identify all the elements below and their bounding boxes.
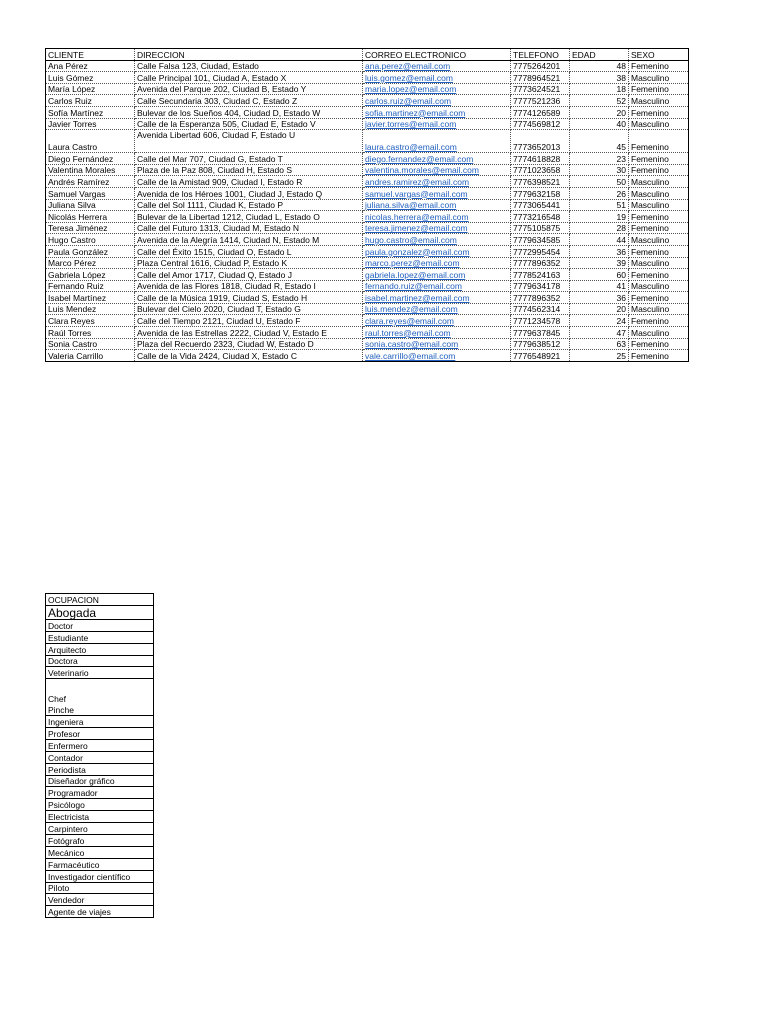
cell-correo[interactable]: hugo.castro@email.com <box>363 234 511 246</box>
cell-sexo[interactable]: Masculino <box>629 280 689 292</box>
table-row <box>46 619 154 631</box>
cell-ocupacion[interactable]: Electricista <box>46 811 154 823</box>
cell-direccion[interactable]: Avenida del Parque 202, Ciudad B, Estado Y <box>135 83 363 95</box>
cell-direccion[interactable]: Plaza del Recuerdo 2323, Ciudad W, Estado D <box>135 338 363 350</box>
table-row <box>46 799 154 811</box>
cell-direccion[interactable]: Bulevar del Cielo 2020, Ciudad T, Estado G <box>135 303 363 315</box>
cell-telefono[interactable]: 7773065441 <box>511 199 570 211</box>
cell-correo[interactable]: valentina.morales@email.com <box>363 164 511 176</box>
table-row <box>46 269 689 281</box>
cell-edad[interactable]: 20 <box>570 106 629 118</box>
table-row <box>46 679 154 694</box>
cell-direccion[interactable]: Bulevar de los Sueños 404, Ciudad D, Estado W <box>135 106 363 118</box>
cell-ocupacion[interactable]: Farmacéutico <box>46 858 154 870</box>
table-row <box>46 693 154 704</box>
cell-correo[interactable]: andres.ramirez@email.com <box>363 176 511 188</box>
table-row <box>46 811 154 823</box>
cell-telefono[interactable]: 7778524163 <box>511 269 570 281</box>
header-edad[interactable]: EDAD <box>570 49 629 61</box>
cell-sexo[interactable]: Femenino <box>629 245 689 257</box>
cell-telefono[interactable]: 7774569812 <box>511 118 570 130</box>
cell-telefono[interactable]: 7774562314 <box>511 303 570 315</box>
cell-cliente[interactable]: Isabel Martínez <box>46 292 135 304</box>
table-row <box>46 858 154 870</box>
cell-edad[interactable]: 48 <box>570 60 629 72</box>
cell-telefono[interactable]: 7777896352 <box>511 292 570 304</box>
table-row <box>46 292 689 304</box>
table-row <box>46 327 689 339</box>
cell-direccion[interactable]: Calle del Futuro 1313, Ciudad M, Estado N <box>135 222 363 234</box>
cell-sexo[interactable]: Femenino <box>629 130 689 153</box>
cell-edad[interactable]: 24 <box>570 315 629 327</box>
cell-sexo[interactable]: Femenino <box>629 269 689 281</box>
table-row <box>46 667 154 679</box>
cell-ocupacion[interactable]: Agente de viajes <box>46 906 154 918</box>
table-row <box>46 655 154 667</box>
table-row <box>46 280 689 292</box>
cell-direccion[interactable]: Calle de la Amistad 909, Ciudad I, Estado R <box>135 176 363 188</box>
cell-correo[interactable]: diego.fernandez@email.com <box>363 153 511 165</box>
cell-ocupacion[interactable] <box>46 679 154 694</box>
cell-telefono[interactable]: 7773216548 <box>511 211 570 223</box>
cell-ocupacion[interactable]: Pinche <box>46 704 154 715</box>
table-row <box>46 338 689 350</box>
cell-cliente[interactable]: Javier Torres <box>46 118 135 130</box>
table-row <box>46 350 689 362</box>
cell-edad[interactable]: 18 <box>570 83 629 95</box>
header-ocupacion[interactable]: OCUPACION <box>46 594 154 606</box>
table-row <box>46 728 154 740</box>
cell-direccion[interactable]: Calle del Éxito 1515, Ciudad O, Estado L <box>135 245 363 257</box>
header-cliente[interactable]: CLIENTE <box>46 49 135 61</box>
table-row <box>46 187 689 199</box>
cell-sexo[interactable]: Femenino <box>629 338 689 350</box>
table-row <box>46 906 154 918</box>
cell-edad[interactable]: 45 <box>570 130 629 153</box>
table-row <box>46 130 689 153</box>
cell-telefono[interactable]: 7775264201 <box>511 60 570 72</box>
cell-correo[interactable]: marco.perez@email.com <box>363 257 511 269</box>
table-row <box>46 643 154 655</box>
cell-sexo[interactable]: Masculino <box>629 199 689 211</box>
table-row <box>46 882 154 894</box>
cell-correo[interactable]: maria.lopez@email.com <box>363 83 511 95</box>
cell-ocupacion[interactable]: Arquitecto <box>46 643 154 655</box>
cell-correo[interactable]: paula.gonzalez@email.com <box>363 245 511 257</box>
table-row <box>46 704 154 715</box>
cell-sexo[interactable]: Femenino <box>629 83 689 95</box>
table-row <box>46 751 154 763</box>
cell-correo[interactable]: teresa.jimenez@email.com <box>363 222 511 234</box>
cell-sexo[interactable]: Masculino <box>629 327 689 339</box>
cell-ocupacion[interactable]: Fotógrafo <box>46 835 154 847</box>
cell-cliente[interactable]: Teresa Jiménez <box>46 222 135 234</box>
cell-telefono[interactable]: 7776398521 <box>511 176 570 188</box>
occupations-table <box>45 593 154 918</box>
cell-correo[interactable]: isabel.martinez@email.com <box>363 292 511 304</box>
cell-sexo[interactable]: Masculino <box>629 72 689 84</box>
cell-direccion[interactable]: Avenida de los Héroes 1001, Ciudad J, Estado Q <box>135 187 363 199</box>
header-correo[interactable]: CORREO ELECTRONICO <box>363 49 511 61</box>
cell-telefono[interactable]: 7776548921 <box>511 350 570 362</box>
cell-sexo[interactable]: Masculino <box>629 118 689 130</box>
cell-edad[interactable]: 38 <box>570 72 629 84</box>
cell-direccion[interactable]: Calle Secundaria 303, Ciudad C, Estado Z <box>135 95 363 107</box>
table-row <box>46 303 689 315</box>
cell-cliente[interactable]: Valentina Morales <box>46 164 135 176</box>
table-row <box>46 72 689 84</box>
cell-correo[interactable]: carlos.ruiz@email.com <box>363 95 511 107</box>
cell-cliente[interactable]: Ana Pérez <box>46 60 135 72</box>
cell-sexo[interactable]: Masculino <box>629 257 689 269</box>
cell-ocupacion[interactable]: Doctor <box>46 619 154 631</box>
table-row <box>46 234 689 246</box>
cell-telefono[interactable]: 7778964521 <box>511 72 570 84</box>
cell-telefono[interactable]: 7773624521 <box>511 83 570 95</box>
cell-sexo[interactable]: Femenino <box>629 315 689 327</box>
cell-correo[interactable]: ana.perez@email.com <box>363 60 511 72</box>
cell-ocupacion[interactable]: Periodista <box>46 763 154 775</box>
cell-ocupacion[interactable]: Psicólogo <box>46 799 154 811</box>
table-row <box>46 775 154 787</box>
cell-ocupacion[interactable]: Diseñador gráfico <box>46 775 154 787</box>
cell-cliente[interactable]: Fernando Ruiz <box>46 280 135 292</box>
header-direccion[interactable]: DIRECCION <box>135 49 363 61</box>
cell-sexo[interactable]: Femenino <box>629 211 689 223</box>
cell-edad[interactable]: 40 <box>570 118 629 130</box>
cell-telefono[interactable]: 7777896352 <box>511 257 570 269</box>
cell-direccion[interactable]: Avenida Libertad 606, Ciudad F, Estado U <box>135 130 363 153</box>
cell-correo[interactable]: nicolas.herrera@email.com <box>363 211 511 223</box>
cell-edad[interactable]: 47 <box>570 327 629 339</box>
cell-sexo[interactable]: Masculino <box>629 187 689 199</box>
cell-direccion[interactable]: Calle del Tiempo 2121, Ciudad U, Estado F <box>135 315 363 327</box>
table-row <box>46 315 689 327</box>
cell-correo[interactable]: fernando.ruiz@email.com <box>363 280 511 292</box>
cell-direccion[interactable]: Calle del Amor 1717, Ciudad Q, Estado J <box>135 269 363 281</box>
table-row <box>46 211 689 223</box>
table-row <box>46 823 154 835</box>
cell-direccion[interactable]: Plaza Central 1616, Ciudad P, Estado K <box>135 257 363 269</box>
cell-telefono[interactable]: 7774618828 <box>511 153 570 165</box>
cell-telefono[interactable]: 7779637845 <box>511 327 570 339</box>
cell-edad[interactable]: 41 <box>570 280 629 292</box>
cell-direccion[interactable]: Calle del Mar 707, Ciudad G, Estado T <box>135 153 363 165</box>
cell-edad[interactable]: 30 <box>570 164 629 176</box>
cell-sexo[interactable]: Masculino <box>629 234 689 246</box>
header-telefono[interactable]: TELEFONO <box>511 49 570 61</box>
table-row <box>46 245 689 257</box>
cell-ocupacion[interactable]: Abogada <box>46 605 154 619</box>
cell-edad[interactable]: 36 <box>570 292 629 304</box>
cell-cliente[interactable]: Andrés Ramírez <box>46 176 135 188</box>
cell-ocupacion[interactable]: Carpintero <box>46 823 154 835</box>
cell-correo[interactable]: juliana.silva@email.com <box>363 199 511 211</box>
cell-sexo[interactable]: Masculino <box>629 176 689 188</box>
cell-ocupacion[interactable]: Enfermero <box>46 739 154 751</box>
cell-edad[interactable]: 19 <box>570 211 629 223</box>
cell-ocupacion[interactable]: Veterinario <box>46 667 154 679</box>
table-row <box>46 257 689 269</box>
cell-cliente[interactable]: Sofía Martínez <box>46 106 135 118</box>
cell-correo[interactable]: javier.torres@email.com <box>363 118 511 130</box>
cell-edad[interactable]: 50 <box>570 176 629 188</box>
cell-cliente[interactable]: Gabriela López <box>46 269 135 281</box>
cell-edad[interactable]: 36 <box>570 245 629 257</box>
table-row <box>46 199 689 211</box>
table-row <box>46 846 154 858</box>
cell-edad[interactable]: 60 <box>570 269 629 281</box>
cell-cliente[interactable]: Marco Pérez <box>46 257 135 269</box>
cell-cliente[interactable]: Carlos Ruiz <box>46 95 135 107</box>
table-row <box>46 222 689 234</box>
cell-cliente[interactable]: Luis Mendez <box>46 303 135 315</box>
clients-table <box>45 48 689 362</box>
cell-sexo[interactable]: Femenino <box>629 292 689 304</box>
cell-cliente[interactable]: Paula González <box>46 245 135 257</box>
cell-ocupacion[interactable]: Vendedor <box>46 894 154 906</box>
cell-ocupacion[interactable]: Doctora <box>46 655 154 667</box>
cell-telefono[interactable]: 7775105875 <box>511 222 570 234</box>
table-row <box>46 118 689 130</box>
occupations-body <box>46 605 154 917</box>
cell-correo[interactable]: laura.castro@email.com <box>363 130 511 153</box>
cell-direccion[interactable]: Plaza de la Paz 808, Ciudad H, Estado S <box>135 164 363 176</box>
cell-telefono[interactable]: 7779638512 <box>511 338 570 350</box>
table-row <box>46 605 154 619</box>
cell-ocupacion[interactable]: Ingeniera <box>46 716 154 728</box>
cell-direccion[interactable]: Calle de la Esperanza 505, Ciudad E, Estado V <box>135 118 363 130</box>
cell-telefono[interactable]: 7773652013 <box>511 130 570 153</box>
cell-correo[interactable]: sonia.castro@email.com <box>363 338 511 350</box>
cell-correo[interactable]: sofia.martinez@email.com <box>363 106 511 118</box>
cell-ocupacion[interactable]: Contador <box>46 751 154 763</box>
table-row <box>46 870 154 882</box>
occupations-header-row <box>46 594 154 606</box>
cell-correo[interactable]: clara.reyes@email.com <box>363 315 511 327</box>
cell-sexo[interactable]: Femenino <box>629 153 689 165</box>
cell-telefono[interactable]: 7779634585 <box>511 234 570 246</box>
cell-telefono[interactable]: 7774126589 <box>511 106 570 118</box>
cell-cliente[interactable]: María López <box>46 83 135 95</box>
table-row <box>46 164 689 176</box>
cell-cliente[interactable]: Sonia Castro <box>46 338 135 350</box>
cell-telefono[interactable]: 7779634178 <box>511 280 570 292</box>
cell-sexo[interactable]: Femenino <box>629 222 689 234</box>
cell-edad[interactable]: 20 <box>570 303 629 315</box>
cell-cliente[interactable]: Luis Gómez <box>46 72 135 84</box>
cell-ocupacion[interactable]: Chef <box>46 693 154 704</box>
cell-cliente[interactable]: Raúl Torres <box>46 327 135 339</box>
cell-edad[interactable]: 23 <box>570 153 629 165</box>
cell-correo[interactable]: gabriela.lopez@email.com <box>363 269 511 281</box>
cell-correo[interactable]: samuel.vargas@email.com <box>363 187 511 199</box>
cell-ocupacion[interactable]: Programador <box>46 787 154 799</box>
table-row <box>46 787 154 799</box>
cell-direccion[interactable]: Calle de la Música 1919, Ciudad S, Estado H <box>135 292 363 304</box>
table-row <box>46 716 154 728</box>
cell-direccion[interactable]: Calle de la Vida 2424, Ciudad X, Estado C <box>135 350 363 362</box>
cell-ocupacion[interactable]: Mecánico <box>46 846 154 858</box>
table-row <box>46 894 154 906</box>
cell-ocupacion[interactable]: Estudiante <box>46 631 154 643</box>
cell-correo[interactable]: luis.gomez@email.com <box>363 72 511 84</box>
cell-edad[interactable]: 44 <box>570 234 629 246</box>
cell-ocupacion[interactable]: Profesor <box>46 728 154 740</box>
table-row <box>46 83 689 95</box>
header-sexo[interactable]: SEXO <box>629 49 689 61</box>
cell-edad[interactable]: 25 <box>570 350 629 362</box>
cell-sexo[interactable]: Masculino <box>629 303 689 315</box>
clients-body <box>46 60 689 361</box>
cell-cliente[interactable]: Hugo Castro <box>46 234 135 246</box>
cell-sexo[interactable]: Femenino <box>629 350 689 362</box>
cell-edad[interactable]: 39 <box>570 257 629 269</box>
cell-cliente[interactable]: Clara Reyes <box>46 315 135 327</box>
cell-direccion[interactable]: Calle del Sol 1111, Ciudad K, Estado P <box>135 199 363 211</box>
cell-direccion[interactable]: Bulevar de la Libertad 1212, Ciudad L, Estado O <box>135 211 363 223</box>
cell-sexo[interactable]: Femenino <box>629 60 689 72</box>
cell-ocupacion[interactable]: Piloto <box>46 882 154 894</box>
cell-direccion[interactable]: Avenida de la Alegría 1414, Ciudad N, Estado M <box>135 234 363 246</box>
cell-direccion[interactable]: Calle Falsa 123, Ciudad, Estado <box>135 60 363 72</box>
cell-sexo[interactable]: Masculino <box>629 95 689 107</box>
table-row <box>46 835 154 847</box>
cell-edad[interactable]: 28 <box>570 222 629 234</box>
table-row <box>46 763 154 775</box>
cell-direccion[interactable]: Avenida de las Estrellas 2222, Ciudad V, Estado E <box>135 327 363 339</box>
cell-cliente[interactable]: Laura Castro <box>46 130 135 153</box>
table-row <box>46 153 689 165</box>
cell-ocupacion[interactable]: Investigador científico <box>46 870 154 882</box>
cell-edad[interactable]: 63 <box>570 338 629 350</box>
table-row <box>46 106 689 118</box>
cell-edad[interactable]: 51 <box>570 199 629 211</box>
cell-telefono[interactable]: 7771023658 <box>511 164 570 176</box>
cell-sexo[interactable]: Femenino <box>629 106 689 118</box>
cell-correo[interactable]: raul.torres@email.com <box>363 327 511 339</box>
cell-cliente[interactable]: Juliana Silva <box>46 199 135 211</box>
cell-edad[interactable]: 26 <box>570 187 629 199</box>
cell-telefono[interactable]: 7772995454 <box>511 245 570 257</box>
table-row <box>46 176 689 188</box>
cell-cliente[interactable]: Nicolás Herrera <box>46 211 135 223</box>
cell-telefono[interactable]: 7777521236 <box>511 95 570 107</box>
table-row <box>46 739 154 751</box>
cell-correo[interactable]: luis.mendez@email.com <box>363 303 511 315</box>
cell-cliente[interactable]: Samuel Vargas <box>46 187 135 199</box>
table-row <box>46 631 154 643</box>
cell-sexo[interactable]: Femenino <box>629 164 689 176</box>
table-row <box>46 95 689 107</box>
cell-direccion[interactable]: Calle Principal 101, Ciudad A, Estado X <box>135 72 363 84</box>
table-row <box>46 60 689 72</box>
cell-telefono[interactable]: 7771234578 <box>511 315 570 327</box>
cell-cliente[interactable]: Diego Fernández <box>46 153 135 165</box>
cell-correo[interactable]: vale.carrillo@email.com <box>363 350 511 362</box>
clients-header-row <box>46 49 689 61</box>
cell-direccion[interactable]: Avenida de las Flores 1818, Ciudad R, Estado I <box>135 280 363 292</box>
cell-cliente[interactable]: Valeria Carrillo <box>46 350 135 362</box>
cell-edad[interactable]: 52 <box>570 95 629 107</box>
cell-telefono[interactable]: 7779632158 <box>511 187 570 199</box>
